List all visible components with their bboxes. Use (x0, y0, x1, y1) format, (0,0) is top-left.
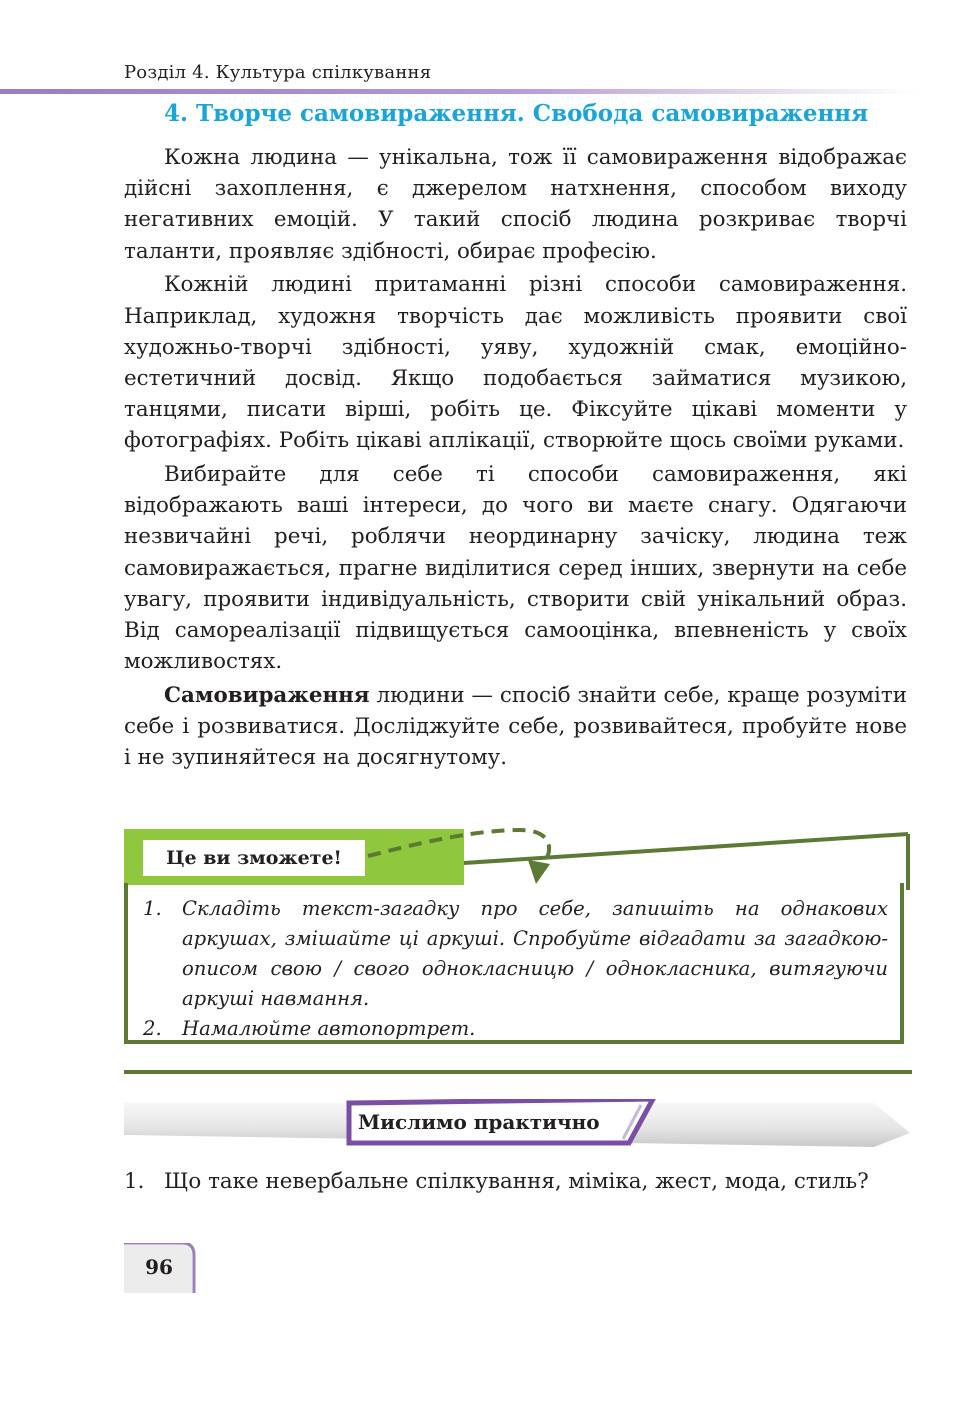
task-number: 1. (143, 897, 162, 920)
paragraph: Вибирайте для себе ті способи самовираження, які відображають ваші інтереси, до чого ви маєте снагу. Одягаючи незвичайні речі, роблячи неординарну зачіску, людина теж самовиражається, прагне виділитися серед інших, звернути на себе увагу, проявити індивідуальність, створити свій унікальний образ. Від самореалізації підвищується самооцінка, впевненість у своїх можливостях. (124, 462, 907, 675)
task-text: Намалюйте автопортрет. (182, 1017, 476, 1040)
section-title: 4. Творче самовираження. Свобода самовираження (164, 100, 869, 127)
practice-label: Мислимо практично (358, 1110, 600, 1134)
task-list (143, 894, 888, 1044)
question-number: 1. (124, 1169, 145, 1194)
header-rule (0, 89, 920, 94)
question-item (124, 1166, 907, 1197)
arrow-head (528, 860, 550, 884)
key-term: Самовираження (164, 682, 370, 708)
question-text: Що таке невербальне спілкування, міміка, жест, мода, стиль? (164, 1169, 869, 1194)
paragraph: Кожній людині притаманні різні способи самовираження. Наприклад, художня творчість дає можливість проявити свої художньо-творчі здібності, уяву, художній смак, емоційно-естетичний досвід. Якщо подобається займатися музикою, танцями, писати вірші, робіть це. Фіксуйте цікаві моменти у фотографіях. Робіть цікаві аплікації, створюйте щось своїми руками. (124, 272, 907, 454)
page-number: 96 (145, 1255, 173, 1279)
section-divider (124, 1070, 912, 1074)
task-item (143, 894, 888, 1014)
task-number: 2. (143, 1017, 162, 1040)
box-top-edge (464, 834, 908, 863)
running-header: Розділ 4. Культура спілкування (124, 62, 432, 83)
task-item (143, 1014, 888, 1044)
paragraph: Кожна людина — унікальна, тож її самовираження відображає дійсні захоплення, є джерелом натхнення, способом виходу негативних емоцій. У такий спосіб людина розкриває творчі таланти, проявляє здібності, обирає професію. (124, 145, 907, 264)
practice-questions (124, 1166, 907, 1197)
body-text (124, 142, 907, 776)
task-text: Складіть текст-загадку про себе, запишіть на однакових аркушах, змішайте ці аркуші. Спробуйте відгадати за загадкою-описом свою / свого однокласницю / однокласника, витягуючи аркуші навмання. (182, 897, 888, 1010)
definition-text: людини — спосіб знайти себе, краще розуміти себе і розвиватися. Досліджуйте себе, розвивайтеся, пробуйте нове і не зупиняйтеся на досягнутому. (124, 682, 907, 771)
task-box-decoration (360, 826, 912, 890)
task-label: Це ви зможете! (143, 840, 365, 876)
dashed-arrow-curve (368, 830, 549, 870)
paragraph (124, 680, 907, 774)
